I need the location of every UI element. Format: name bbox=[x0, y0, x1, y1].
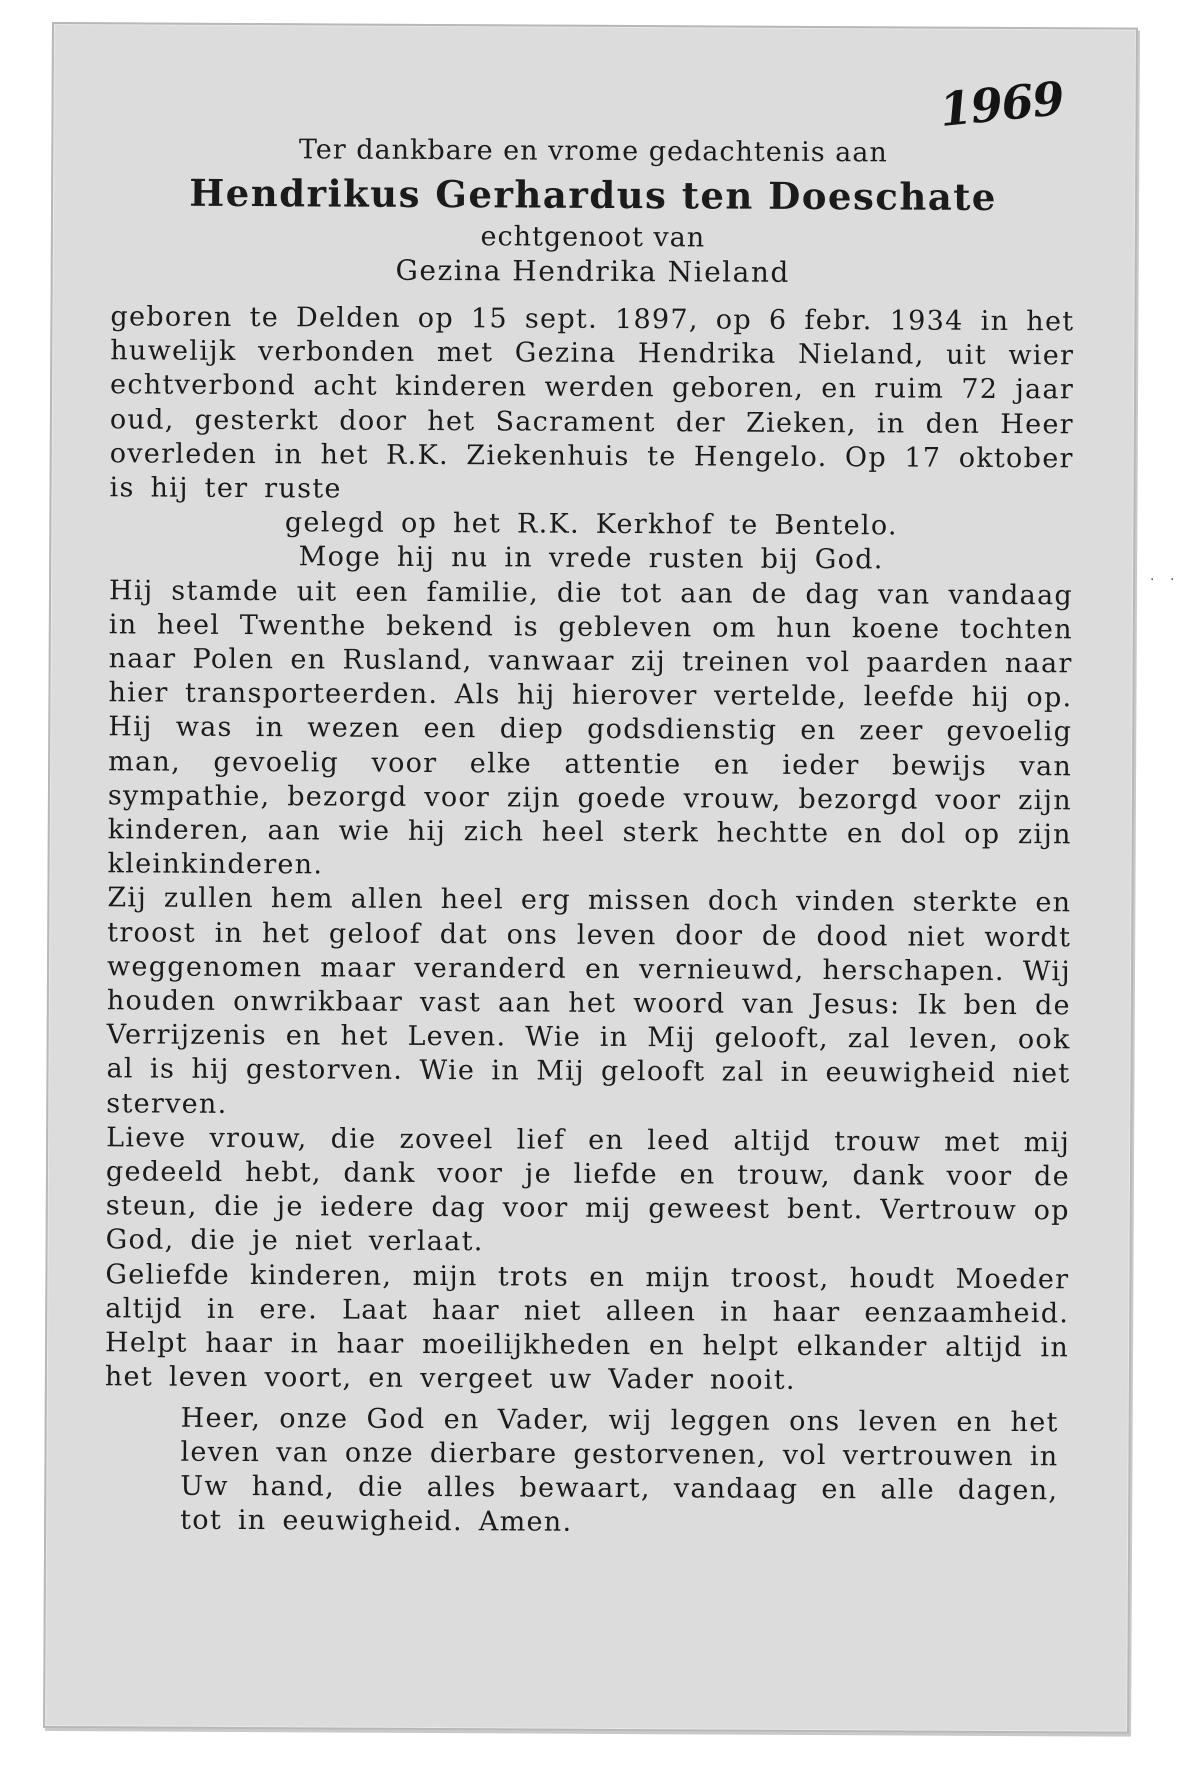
biography-paragraph: geboren te Delden op 15 sept. 1897, op 6 febr. 1934 in het huwelijk verbonden met Gezina Hendrika Nieland, uit wier echtverbond acht kinderen werden geboren, en ruim 72 jaar oud, gesterkt door het Sacrament der Zieken, in den Heer overleden in het R.K. Ziekenhuis te Hengelo. Op 17 oktober is hij ter ruste bbox=[109, 301, 1075, 505]
spouse-label: echtgenoot van bbox=[480, 221, 706, 254]
deceased-name: Hendrikus Gerhardus ten Doeschate bbox=[189, 170, 998, 219]
scan-speck: · bbox=[1150, 572, 1155, 588]
spouse-name: Gezina Hendrika Nieland bbox=[395, 253, 790, 289]
card-content bbox=[104, 132, 1075, 1542]
burial-line: gelegd op het R.K. Kerkhof te Bentelo. bbox=[284, 507, 898, 542]
intro-line: Ter dankbare en vrome gedachtenis aan bbox=[298, 134, 888, 169]
closing-prayer: Heer, onze God en Vader, wij leggen ons leven en het leven van onze dierbare gestorvenen, vol vertrouwen in Uw hand, die alles bewaart, vandaag en alle dagen, tot in eeuwigheid. Amen. bbox=[180, 1402, 1059, 1538]
handwritten-annotation: 1969 bbox=[937, 70, 1066, 137]
memorial-card bbox=[43, 22, 1138, 1734]
children-paragraph: Geliefde kinderen, mijn trots en mijn troost, houdt Moeder altijd in ere. Laat haar niet alleen in haar eenzaamheid. Helpt haar in haar moeilijkheden en helpt elkander altijd in het leven voort, en vergeet uw Vader nooit. bbox=[104, 1258, 1070, 1397]
scan-speck: · bbox=[1170, 572, 1175, 588]
wife-paragraph: Lieve vrouw, die zoveel lief en leed altijd trouw met mij gedeeld hebt, dank voor je liefde en trouw, dank voor de steun, die je iedere dag voor mij geweest bent. Vertrouw op God, die je niet verlaat. bbox=[105, 1122, 1071, 1258]
family-paragraph: Hij stamde uit een familie, die tot aan de dag van vandaag in heel Twenthe bekend is gebleven om hun koene tochten naar Polen en Rusland, vanwaar zij treinen vol paarden naar hier transporteerden. Als hij hierover vertelde, leefde hij op. Hij was in wezen een diep godsdienstig en zeer gevoelig man, gevoelig voor elke attentie en ieder bewijs van sympathie, bezorgd voor zijn goede vrouw, bezorgd voor zijn kinderen, aan wie hij zich heel sterk hechtte en dol op zijn kleinkinderen. bbox=[107, 574, 1074, 881]
rest-in-peace-line: Moge hij nu in vrede rusten bij God. bbox=[298, 541, 884, 576]
faith-paragraph: Zij zullen hem allen heel erg missen doch vinden sterkte en troost in het geloof dat ons leven door de dood niet wordt weggenomen maar veranderd en vernieuwd, herschapen. Wij houden onwrikbaar vast aan het woord van Jesus: Ik ben de Verrijzenis en het Leven. Wie in Mij gelooft, zal leven, ook al is hij gestorven. Wie in Mij gelooft zal in eeuwigheid niet sterven. bbox=[106, 882, 1072, 1120]
